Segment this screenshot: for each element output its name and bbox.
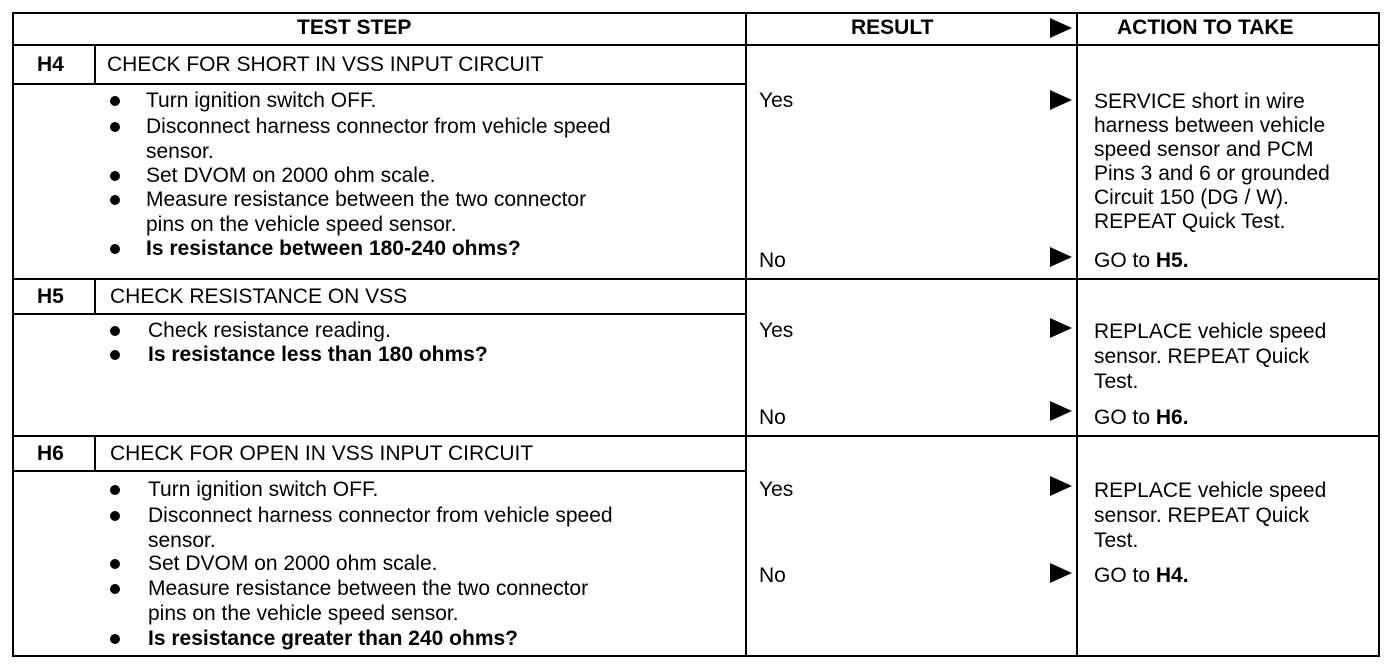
h4-action-no-prefix: GO to xyxy=(1094,249,1156,272)
h6-instruction-2-cont: sensor. xyxy=(148,529,216,552)
table-border-bottom xyxy=(12,655,1380,657)
table-border-top xyxy=(12,12,1380,14)
bullet-icon xyxy=(110,485,120,495)
step-title-h4: CHECK FOR SHORT IN VSS INPUT CIRCUIT xyxy=(107,53,544,76)
h4-instruction-2-cont: sensor. xyxy=(146,140,214,163)
h4-instruction-4: Measure resistance between the two connector xyxy=(146,188,587,211)
bullet-icon xyxy=(110,350,120,360)
step-title-h5: CHECK RESISTANCE ON VSS xyxy=(110,285,408,308)
row-divider-h6 xyxy=(12,435,1380,437)
h4-instruction-4-cont: pins on the vehicle speed sensor. xyxy=(146,213,457,236)
h5-result-no: No xyxy=(759,406,786,429)
step-id-h6: H6 xyxy=(37,442,64,465)
h4-question: Is resistance between 180-240 ohms? xyxy=(146,237,521,260)
bullet-icon xyxy=(110,584,120,594)
h5-question: Is resistance less than 180 ohms? xyxy=(148,343,488,366)
h5-action-yes-1: REPLACE vehicle speed xyxy=(1094,320,1327,343)
title-underline-h5 xyxy=(12,313,745,315)
bullet-icon xyxy=(110,326,120,336)
bullet-icon xyxy=(110,122,120,132)
h4-instruction-3: Set DVOM on 2000 ohm scale. xyxy=(146,164,436,187)
arrow-right-icon xyxy=(1050,476,1072,496)
title-underline-h4 xyxy=(12,83,745,85)
h6-action-yes-3: Test. xyxy=(1094,529,1139,552)
h4-action-yes-6: REPEAT Quick Test. xyxy=(1094,210,1286,233)
h6-instruction-2: Disconnect harness connector from vehicle speed xyxy=(148,504,613,527)
h6-action-no xyxy=(1094,564,1189,588)
bullet-icon xyxy=(110,634,120,644)
arrow-right-icon xyxy=(1050,401,1072,421)
arrow-right-icon xyxy=(1050,563,1072,583)
h6-instruction-4-cont: pins on the vehicle speed sensor. xyxy=(148,602,459,625)
h6-action-no-ref: H4 xyxy=(1155,564,1183,587)
h5-action-no-ref: H6 xyxy=(1155,406,1183,429)
h4-action-yes-4: Pins 3 and 6 or grounded xyxy=(1094,162,1330,185)
step-id-h5: H5 xyxy=(37,285,64,308)
header-action-to-take: ACTION TO TAKE xyxy=(1117,16,1294,39)
h6-result-yes: Yes xyxy=(759,478,794,501)
h4-instruction-1: Turn ignition switch OFF. xyxy=(146,89,377,112)
h5-action-yes-2: sensor. REPEAT Quick xyxy=(1094,345,1310,368)
h5-action-no-suffix: . xyxy=(1182,406,1189,429)
h5-result-yes: Yes xyxy=(759,319,794,342)
h6-action-yes-2: sensor. REPEAT Quick xyxy=(1094,504,1310,527)
id-divider-h4 xyxy=(94,45,96,84)
h5-action-no xyxy=(1094,406,1189,430)
arrow-right-icon xyxy=(1050,90,1072,110)
h4-instruction-2: Disconnect harness connector from vehicle speed xyxy=(146,115,611,138)
row-divider-h5 xyxy=(12,278,1380,280)
header-result: RESULT xyxy=(851,16,934,39)
h4-action-no xyxy=(1094,249,1189,273)
h6-result-no: No xyxy=(759,564,786,587)
arrow-right-icon xyxy=(1050,247,1072,267)
column-divider-action xyxy=(1076,12,1078,657)
id-divider-h5 xyxy=(94,279,96,314)
bullet-icon xyxy=(110,195,120,205)
h4-action-no-ref: H5 xyxy=(1155,249,1183,272)
h6-action-no-suffix: . xyxy=(1182,564,1189,587)
bullet-icon xyxy=(110,171,120,181)
h6-question: Is resistance greater than 240 ohms? xyxy=(148,627,518,650)
bullet-icon xyxy=(110,96,120,106)
h4-result-yes: Yes xyxy=(759,89,794,112)
column-divider-result xyxy=(745,12,747,657)
h4-action-yes-3: speed sensor and PCM xyxy=(1094,138,1314,161)
h6-instruction-4: Measure resistance between the two connector xyxy=(148,577,589,600)
h5-action-no-prefix: GO to xyxy=(1094,406,1156,429)
h6-action-yes-1: REPLACE vehicle speed xyxy=(1094,479,1327,502)
h4-result-no: No xyxy=(759,249,786,272)
h4-action-yes-1: SERVICE short in wire xyxy=(1094,90,1305,113)
table-border-right xyxy=(1378,12,1380,657)
header-divider xyxy=(12,44,1380,46)
step-id-h4: H4 xyxy=(37,53,64,76)
bullet-icon xyxy=(110,559,120,569)
h6-instruction-1: Turn ignition switch OFF. xyxy=(148,478,379,501)
h5-action-yes-3: Test. xyxy=(1094,370,1139,393)
header-arrow-icon xyxy=(1050,18,1072,38)
h6-action-no-prefix: GO to xyxy=(1094,564,1156,587)
bullet-icon xyxy=(110,244,120,254)
h4-action-yes-2: harness between vehicle xyxy=(1094,114,1326,137)
table-border-left xyxy=(12,12,14,657)
h4-action-no-suffix: . xyxy=(1182,249,1189,272)
header-test-step: TEST STEP xyxy=(297,16,412,39)
title-underline-h6 xyxy=(12,470,745,472)
h6-instruction-3: Set DVOM on 2000 ohm scale. xyxy=(148,552,438,575)
step-title-h6: CHECK FOR OPEN IN VSS INPUT CIRCUIT xyxy=(110,442,534,465)
h5-instruction-1: Check resistance reading. xyxy=(148,319,391,342)
bullet-icon xyxy=(110,511,120,521)
id-divider-h6 xyxy=(94,436,96,471)
arrow-right-icon xyxy=(1050,318,1072,338)
h4-action-yes-5: Circuit 150 (DG / W). xyxy=(1094,186,1289,209)
